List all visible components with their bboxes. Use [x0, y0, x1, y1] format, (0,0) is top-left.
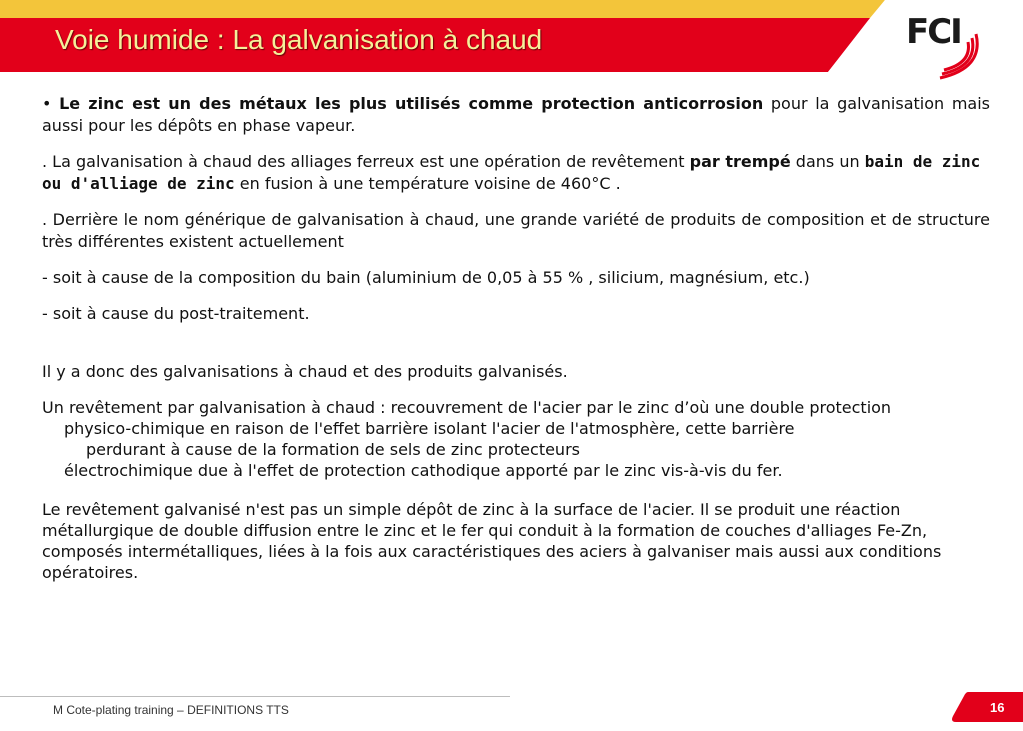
page-number-tab — [950, 692, 1023, 722]
logo-swoosh-icon — [922, 28, 980, 80]
paragraph-zinc — [42, 93, 990, 137]
paragraph-composition: - soit à cause de la composition du bain (aluminium de 0,05 à 55 % , silicium, magnésium, etc.) — [42, 268, 810, 287]
footer-divider — [0, 696, 510, 697]
slide-content — [42, 93, 990, 583]
paragraph-metallurgy: Le revêtement galvanisé n'est pas un simple dépôt de zinc à la surface de l'acier. Il se produit une réaction métallurgique de double diffusion entre le zinc et le fer qui conduit à la formation de couches d'alliages Fe-Zn, composés intermétalliques, liées à la fois aux caractéristiques des aciers à galvaniser mais aussi aux conditions opératoires. — [42, 500, 942, 582]
footer-text: M Cote-plating training – DEFINITIONS TTS — [53, 703, 289, 717]
text-segment: en fusion à une température voisine de 460°C . — [234, 174, 621, 193]
bold-segment: par trempé — [689, 152, 791, 171]
logo-text: FCI — [906, 12, 961, 52]
page-number: 16 — [990, 700, 1005, 715]
protection-physico: physico-chimique en raison de l'effet barrière isolant l'acier de l'atmosphère, cette barrière — [64, 419, 795, 438]
bold-segment: bain de zinc ou d'alliage de zinc — [42, 152, 981, 193]
paragraph-galvanisation — [42, 151, 990, 195]
bullet: • — [42, 94, 52, 113]
text-segment: dans un — [790, 152, 865, 171]
protection-intro: Un revêtement par galvanisation à chaud : recouvrement de l'acier par le zinc d’où une double protection — [42, 398, 892, 417]
paragraph-variety: . Derrière le nom générique de galvanisation à chaud, une grande variété de produits de composition et de structure très différentes existent actuellement — [42, 210, 990, 251]
page-title: Voie humide : La galvanisation à chaud — [55, 24, 543, 55]
paragraph-double-protection — [42, 397, 990, 481]
zinc-bold-text: Le zinc est un des métaux les plus utilisés comme protection anticorrosion — [59, 94, 764, 113]
paragraph-summary: Il y a donc des galvanisations à chaud et des produits galvanisés. — [42, 362, 568, 381]
protection-electro: électrochimique due à l'effet de protection cathodique apporté par le zinc vis-à-vis du fer. — [64, 461, 783, 480]
protection-physico-cont: perdurant à cause de la formation de sels de zinc protecteurs — [86, 440, 580, 459]
text-segment: . La galvanisation à chaud des alliages ferreux est une opération de revêtement — [42, 152, 690, 171]
paragraph-post-treatment: - soit à cause du post-traitement. — [42, 304, 310, 323]
zinc-rest-text: pour la galvanisation mais aussi pour les dépôts en phase vapeur. — [42, 94, 990, 135]
